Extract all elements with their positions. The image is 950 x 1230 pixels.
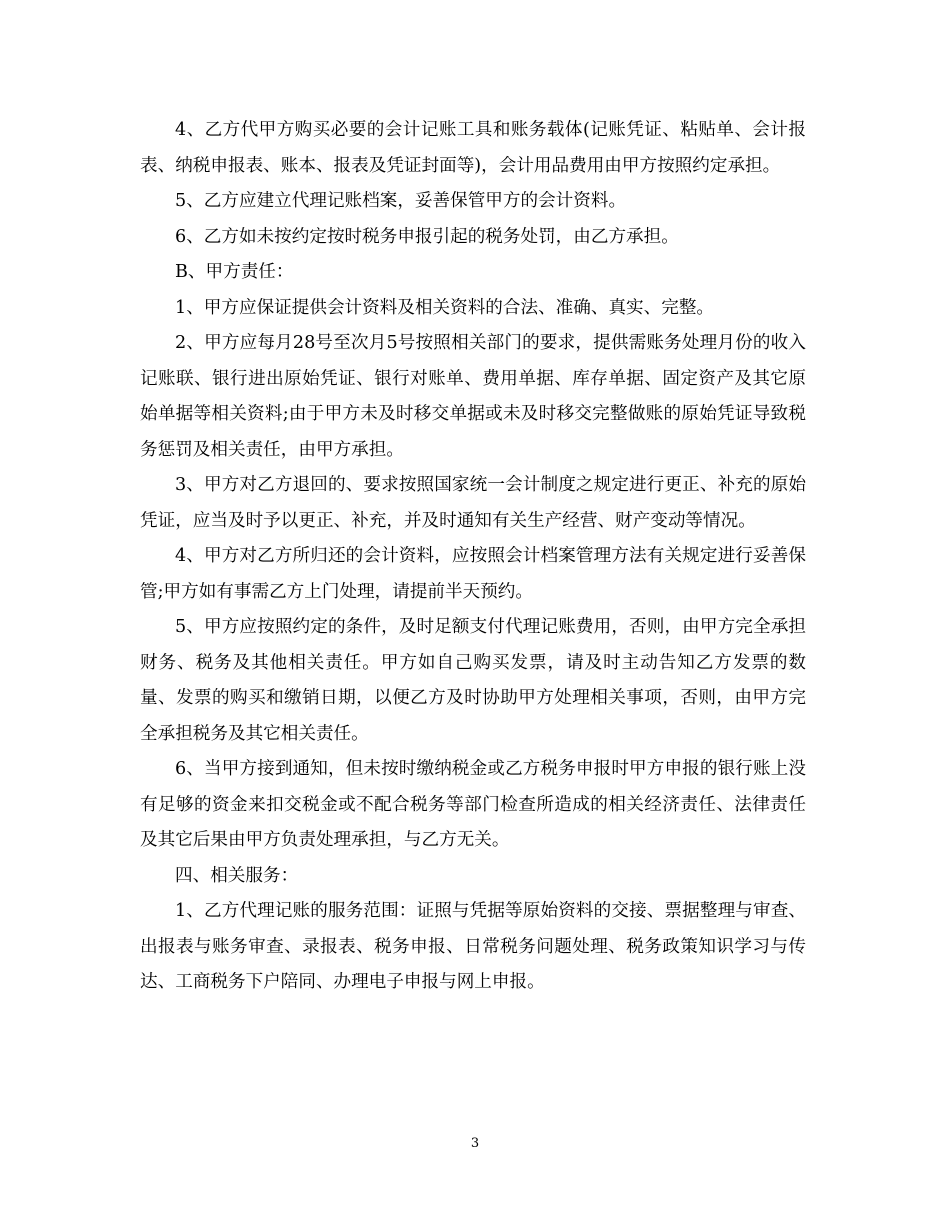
paragraph-jia-2: 2、甲方应每月28号至次月5号按照相关部门的要求，提供需账务处理月份的收入记账联、银行进出原始凭证、银行对账单、费用单据、库存单据、固定资产及其它原始单据等相关资料;由于甲方未及时移交单据或未及时移交完整做账的原始凭证导致税务惩罚及相关责任，由甲方承担。 [140,333,806,460]
paragraph-yi-5: 5、乙方应建立代理记账档案，妥善保管甲方的会计资料。 [175,191,627,211]
paragraph-jia-1: 1、甲方应保证提供会计资料及相关资料的合法、准确、真实、完整。 [175,297,715,318]
paragraph-service-1: 1、乙方代理记账的服务范围：证照与凭据等原始资料的交接、票据整理与审查、出报表与账务审查、录报表、税务申报、日常税务问题处理、税务政策知识学习与传达、工商税务下户陪同、办理电子申报与网上申报。 [140,901,806,992]
paragraph-jia-3: 3、甲方对乙方退回的、要求按照国家统一会计制度之规定进行更正、补充的原始凭证，应当及时予以更正、补充，并及时通知有关生产经营、财产变动等情况。 [140,475,806,531]
section-heading-jia-responsibility: B、甲方责任： [175,262,294,282]
document-body [140,113,806,1001]
paragraph-yi-4: 4、乙方代甲方购买必要的会计记账工具和账务载体(记账凭证、粘贴单、会计报表、纳税申报表、账本、报表及凭证封面等)，会计用品费用由甲方按照约定承担。 [140,120,806,176]
section-heading-related-services: 四、相关服务： [175,865,299,886]
paragraph-jia-6: 6、当甲方接到通知，但未按时缴纳税金或乙方税务申报时甲方申报的银行账上没有足够的资金来扣交税金或不配合税务等部门检查所造成的相关经济责任、法律责任及其它后果由甲方负责处理承担，与乙方无关。 [140,759,806,850]
paragraph-jia-4: 4、甲方对乙方所归还的会计资料，应按照会计档案管理方法有关规定进行妥善保管;甲方如有事需乙方上门处理，请提前半天预约。 [140,546,806,602]
paragraph-jia-5: 5、甲方应按照约定的条件，及时足额支付代理记账费用，否则，由甲方完全承担财务、税务及其他相关责任。甲方如自己购买发票，请及时主动告知乙方发票的数量、发票的购买和缴销日期，以便乙方及时协助甲方处理相关事项，否则，由甲方完全承担税务及其它相关责任。 [140,617,806,744]
page-number: 3 [470,1136,480,1151]
paragraph-yi-6: 6、乙方如未按约定按时税务申报引起的税务处罚，由乙方承担。 [175,226,679,247]
